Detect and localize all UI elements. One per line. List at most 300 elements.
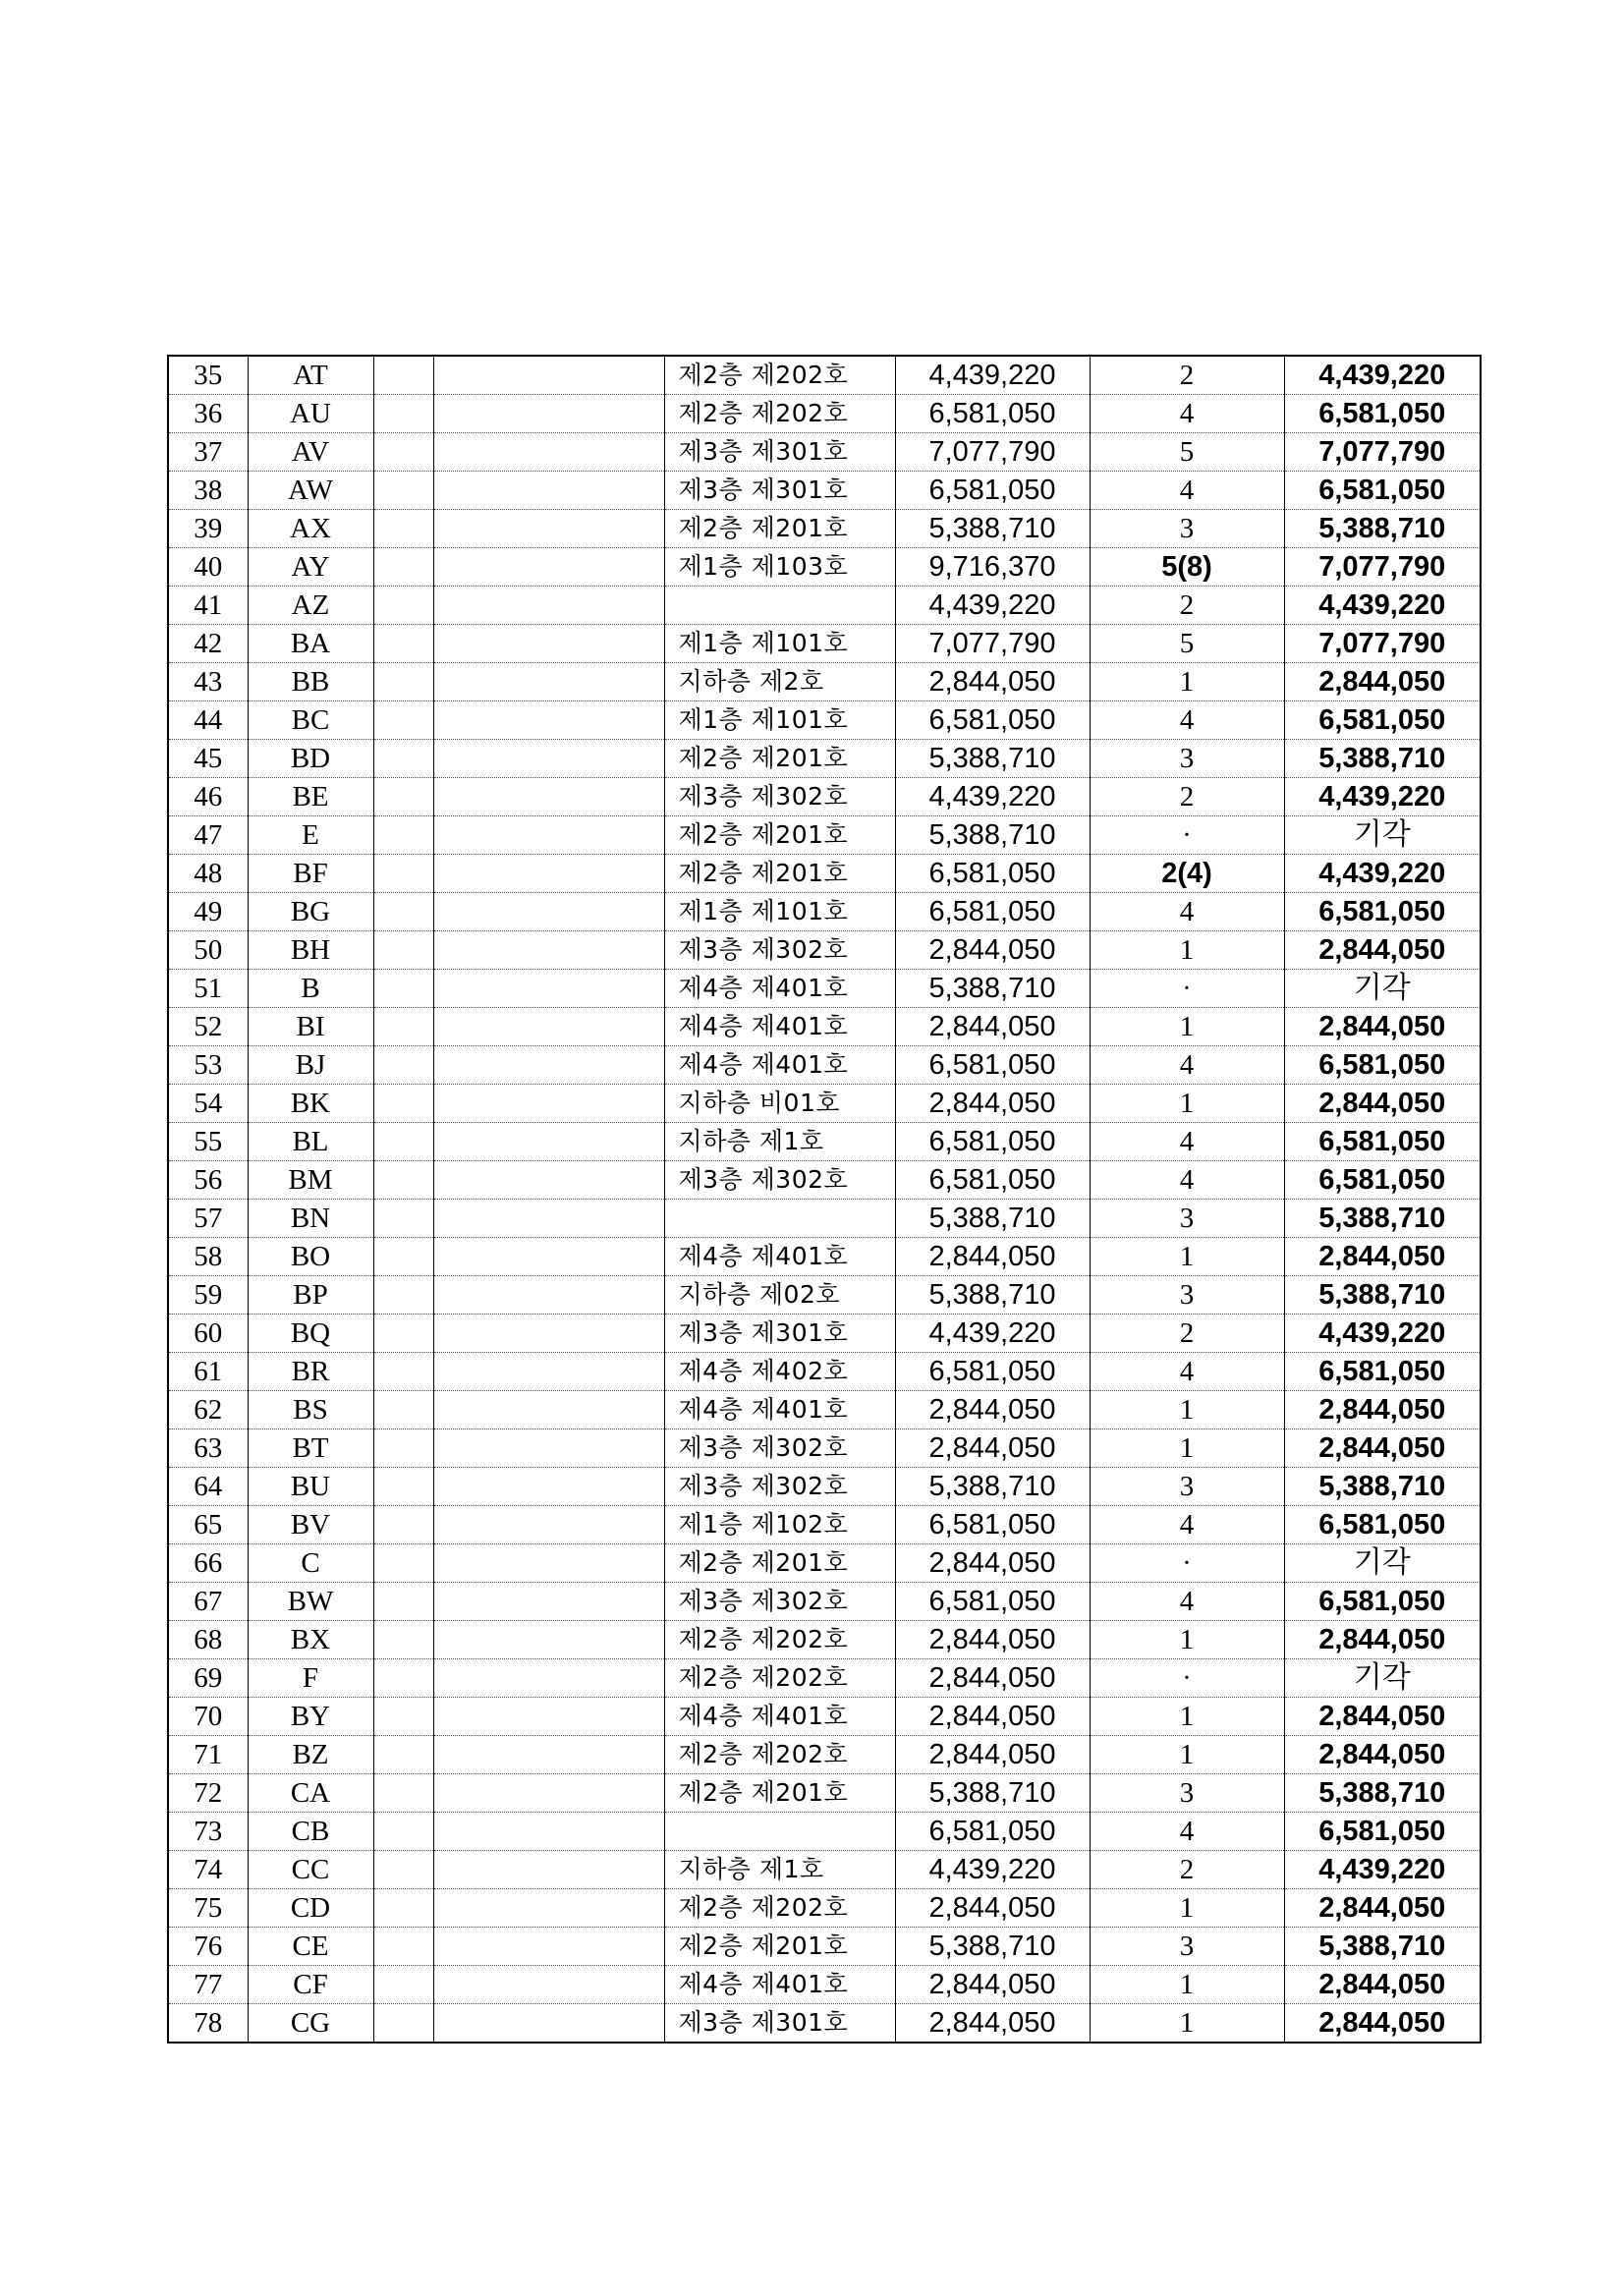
table-row bbox=[168, 1774, 1481, 1813]
party-code-cell: BD bbox=[248, 740, 373, 778]
blank-cell bbox=[433, 472, 664, 510]
party-code-cell: BK bbox=[248, 1085, 373, 1123]
unit-cell: 제3층 제301호 bbox=[664, 2004, 895, 2044]
table-row bbox=[168, 1659, 1481, 1698]
row-number-cell: 56 bbox=[168, 1161, 248, 1200]
awarded-amount-cell: 2,844,050 bbox=[1284, 1429, 1481, 1468]
count-cell: 4 bbox=[1090, 1813, 1284, 1851]
awarded-amount-cell: 6,581,050 bbox=[1284, 1353, 1481, 1391]
awarded-amount-cell: 기각 bbox=[1284, 1544, 1481, 1583]
table-row bbox=[168, 1736, 1481, 1774]
blank-cell bbox=[433, 1736, 664, 1774]
claimed-amount-cell: 5,388,710 bbox=[895, 1928, 1090, 1966]
unit-cell: 제4층 제401호 bbox=[664, 1238, 895, 1276]
party-code-cell: CD bbox=[248, 1889, 373, 1928]
blank-cell bbox=[373, 1238, 433, 1276]
awarded-amount-cell: 2,844,050 bbox=[1284, 1085, 1481, 1123]
count-cell: 5(8) bbox=[1090, 548, 1284, 587]
table-row bbox=[168, 1391, 1481, 1429]
blank-cell bbox=[433, 1966, 664, 2004]
party-code-cell: BW bbox=[248, 1583, 373, 1621]
table-row bbox=[168, 1315, 1481, 1353]
unit-cell: 지하층 제02호 bbox=[664, 1276, 895, 1315]
row-number-cell: 76 bbox=[168, 1928, 248, 1966]
blank-cell bbox=[373, 1008, 433, 1046]
row-number-cell: 55 bbox=[168, 1123, 248, 1161]
claimed-amount-cell: 4,439,220 bbox=[895, 356, 1090, 395]
claimed-amount-cell: 4,439,220 bbox=[895, 1851, 1090, 1889]
row-number-cell: 58 bbox=[168, 1238, 248, 1276]
row-number-cell: 78 bbox=[168, 2004, 248, 2044]
claimed-amount-cell: 2,844,050 bbox=[895, 1008, 1090, 1046]
row-number-cell: 38 bbox=[168, 472, 248, 510]
blank-cell bbox=[373, 1966, 433, 2004]
blank-cell bbox=[373, 395, 433, 433]
blank-cell bbox=[373, 433, 433, 472]
count-cell: 1 bbox=[1090, 1008, 1284, 1046]
party-code-cell: BZ bbox=[248, 1736, 373, 1774]
table-row bbox=[168, 1468, 1481, 1506]
row-number-cell: 69 bbox=[168, 1659, 248, 1698]
table-row bbox=[168, 663, 1481, 701]
awarded-amount-cell: 6,581,050 bbox=[1284, 701, 1481, 740]
awarded-amount-cell: 6,581,050 bbox=[1284, 1583, 1481, 1621]
row-number-cell: 60 bbox=[168, 1315, 248, 1353]
row-number-cell: 63 bbox=[168, 1429, 248, 1468]
blank-cell bbox=[373, 472, 433, 510]
count-cell: 2 bbox=[1090, 356, 1284, 395]
blank-cell bbox=[433, 1353, 664, 1391]
blank-cell bbox=[433, 701, 664, 740]
table-row bbox=[168, 1046, 1481, 1085]
table-row bbox=[168, 1161, 1481, 1200]
party-code-cell: C bbox=[248, 1544, 373, 1583]
awarded-amount-cell: 6,581,050 bbox=[1284, 1123, 1481, 1161]
blank-cell bbox=[373, 1468, 433, 1506]
unit-cell: 제3층 제301호 bbox=[664, 472, 895, 510]
count-cell: 1 bbox=[1090, 1966, 1284, 2004]
blank-cell bbox=[373, 740, 433, 778]
unit-cell: 제3층 제302호 bbox=[664, 931, 895, 970]
row-number-cell: 62 bbox=[168, 1391, 248, 1429]
blank-cell bbox=[433, 1315, 664, 1353]
claimed-amount-cell: 9,716,370 bbox=[895, 548, 1090, 587]
awarded-amount-cell: 6,581,050 bbox=[1284, 472, 1481, 510]
blank-cell bbox=[373, 510, 433, 548]
row-number-cell: 52 bbox=[168, 1008, 248, 1046]
unit-cell: 제2층 제201호 bbox=[664, 510, 895, 548]
party-code-cell: BX bbox=[248, 1621, 373, 1659]
blank-cell bbox=[373, 970, 433, 1008]
count-cell: 1 bbox=[1090, 931, 1284, 970]
blank-cell bbox=[373, 1928, 433, 1966]
party-code-cell: BA bbox=[248, 625, 373, 663]
blank-cell bbox=[373, 1774, 433, 1813]
row-number-cell: 75 bbox=[168, 1889, 248, 1928]
table-row bbox=[168, 893, 1481, 931]
table-row bbox=[168, 1621, 1481, 1659]
row-number-cell: 35 bbox=[168, 356, 248, 395]
blank-cell bbox=[373, 1851, 433, 1889]
claimed-amount-cell: 2,844,050 bbox=[895, 1889, 1090, 1928]
claimed-amount-cell: 2,844,050 bbox=[895, 2004, 1090, 2044]
claimed-amount-cell: 2,844,050 bbox=[895, 931, 1090, 970]
party-code-cell: BC bbox=[248, 701, 373, 740]
blank-cell bbox=[433, 587, 664, 625]
awarded-amount-cell: 4,439,220 bbox=[1284, 356, 1481, 395]
blank-cell bbox=[433, 1391, 664, 1429]
row-number-cell: 43 bbox=[168, 663, 248, 701]
unit-cell: 제2층 제202호 bbox=[664, 356, 895, 395]
claimed-amount-cell: 5,388,710 bbox=[895, 1276, 1090, 1315]
blank-cell bbox=[433, 1544, 664, 1583]
table-row bbox=[168, 1583, 1481, 1621]
claimed-amount-cell: 2,844,050 bbox=[895, 1698, 1090, 1736]
blank-cell bbox=[433, 1583, 664, 1621]
table-row bbox=[168, 433, 1481, 472]
table-row bbox=[168, 356, 1481, 395]
awarded-amount-cell: 6,581,050 bbox=[1284, 1161, 1481, 1200]
count-cell: · bbox=[1090, 1659, 1284, 1698]
table-row bbox=[168, 1238, 1481, 1276]
claimed-amount-cell: 2,844,050 bbox=[895, 1621, 1090, 1659]
count-cell: 3 bbox=[1090, 1468, 1284, 1506]
blank-cell bbox=[433, 1468, 664, 1506]
unit-cell: 제4층 제401호 bbox=[664, 1046, 895, 1085]
claimed-amount-cell: 6,581,050 bbox=[895, 893, 1090, 931]
awarded-amount-cell: 4,439,220 bbox=[1284, 1315, 1481, 1353]
awarded-amount-cell: 2,844,050 bbox=[1284, 1889, 1481, 1928]
unit-cell bbox=[664, 1813, 895, 1851]
claimed-amount-cell: 2,844,050 bbox=[895, 1736, 1090, 1774]
blank-cell bbox=[373, 701, 433, 740]
unit-cell: 제2층 제202호 bbox=[664, 1889, 895, 1928]
row-number-cell: 50 bbox=[168, 931, 248, 970]
party-code-cell: CF bbox=[248, 1966, 373, 2004]
claimed-amount-cell: 6,581,050 bbox=[895, 1353, 1090, 1391]
party-code-cell: BO bbox=[248, 1238, 373, 1276]
unit-cell: 지하층 제1호 bbox=[664, 1851, 895, 1889]
claimed-amount-cell: 5,388,710 bbox=[895, 510, 1090, 548]
unit-cell: 제1층 제103호 bbox=[664, 548, 895, 587]
unit-cell: 제2층 제201호 bbox=[664, 1544, 895, 1583]
party-code-cell: AX bbox=[248, 510, 373, 548]
table-row bbox=[168, 1506, 1481, 1544]
blank-cell bbox=[433, 625, 664, 663]
blank-cell bbox=[373, 1085, 433, 1123]
party-code-cell: BY bbox=[248, 1698, 373, 1736]
party-code-cell: BI bbox=[248, 1008, 373, 1046]
table-row bbox=[168, 2004, 1481, 2044]
party-code-cell: AT bbox=[248, 356, 373, 395]
count-cell: · bbox=[1090, 816, 1284, 855]
claimed-amount-cell: 6,581,050 bbox=[895, 1583, 1090, 1621]
claimed-amount-cell: 4,439,220 bbox=[895, 1315, 1090, 1353]
unit-cell: 제3층 제302호 bbox=[664, 1583, 895, 1621]
unit-cell: 지하층 제1호 bbox=[664, 1123, 895, 1161]
count-cell: 4 bbox=[1090, 1583, 1284, 1621]
blank-cell bbox=[373, 1391, 433, 1429]
awarded-amount-cell: 4,439,220 bbox=[1284, 855, 1481, 893]
blank-cell bbox=[373, 893, 433, 931]
row-number-cell: 59 bbox=[168, 1276, 248, 1315]
blank-cell bbox=[373, 356, 433, 395]
party-code-cell: BM bbox=[248, 1161, 373, 1200]
awarded-amount-cell: 7,077,790 bbox=[1284, 625, 1481, 663]
awarded-amount-cell: 2,844,050 bbox=[1284, 2004, 1481, 2044]
table-row bbox=[168, 1698, 1481, 1736]
blank-cell bbox=[433, 433, 664, 472]
claimed-amount-cell: 6,581,050 bbox=[895, 701, 1090, 740]
blank-cell bbox=[373, 1353, 433, 1391]
count-cell: 2 bbox=[1090, 778, 1284, 816]
claimed-amount-cell: 2,844,050 bbox=[895, 1391, 1090, 1429]
table-row bbox=[168, 816, 1481, 855]
awarded-amount-cell: 4,439,220 bbox=[1284, 1851, 1481, 1889]
awarded-amount-cell: 2,844,050 bbox=[1284, 931, 1481, 970]
blank-cell bbox=[433, 1813, 664, 1851]
count-cell: 1 bbox=[1090, 1698, 1284, 1736]
table-row bbox=[168, 1928, 1481, 1966]
blank-cell bbox=[373, 1621, 433, 1659]
blank-cell bbox=[373, 2004, 433, 2044]
blank-cell bbox=[433, 663, 664, 701]
unit-cell: 제2층 제201호 bbox=[664, 740, 895, 778]
claimed-amount-cell: 5,388,710 bbox=[895, 1200, 1090, 1238]
unit-cell: 제1층 제101호 bbox=[664, 701, 895, 740]
claimed-amount-cell: 5,388,710 bbox=[895, 1468, 1090, 1506]
awarded-amount-cell: 5,388,710 bbox=[1284, 510, 1481, 548]
claimed-amount-cell: 6,581,050 bbox=[895, 855, 1090, 893]
blank-cell bbox=[433, 893, 664, 931]
blank-cell bbox=[433, 1123, 664, 1161]
unit-cell: 제2층 제202호 bbox=[664, 1621, 895, 1659]
count-cell: 1 bbox=[1090, 1085, 1284, 1123]
claimed-amount-cell: 5,388,710 bbox=[895, 816, 1090, 855]
unit-cell: 제2층 제202호 bbox=[664, 395, 895, 433]
count-cell: 4 bbox=[1090, 1506, 1284, 1544]
row-number-cell: 45 bbox=[168, 740, 248, 778]
claimed-amount-cell: 6,581,050 bbox=[895, 1506, 1090, 1544]
blank-cell bbox=[433, 1008, 664, 1046]
blank-cell bbox=[433, 1200, 664, 1238]
count-cell: 3 bbox=[1090, 1774, 1284, 1813]
blank-cell bbox=[433, 740, 664, 778]
table-row bbox=[168, 778, 1481, 816]
unit-cell: 제1층 제102호 bbox=[664, 1506, 895, 1544]
count-cell: 5 bbox=[1090, 433, 1284, 472]
party-code-cell: AW bbox=[248, 472, 373, 510]
row-number-cell: 77 bbox=[168, 1966, 248, 2004]
awarded-amount-cell: 2,844,050 bbox=[1284, 1966, 1481, 2004]
awarded-amount-cell: 5,388,710 bbox=[1284, 740, 1481, 778]
row-number-cell: 68 bbox=[168, 1621, 248, 1659]
blank-cell bbox=[433, 1774, 664, 1813]
claimed-amount-cell: 5,388,710 bbox=[895, 740, 1090, 778]
unit-cell: 제2층 제201호 bbox=[664, 1774, 895, 1813]
row-number-cell: 41 bbox=[168, 587, 248, 625]
table-row bbox=[168, 970, 1481, 1008]
claimed-amount-cell: 2,844,050 bbox=[895, 1659, 1090, 1698]
blank-cell bbox=[373, 1276, 433, 1315]
count-cell: 4 bbox=[1090, 1353, 1284, 1391]
unit-cell: 제2층 제202호 bbox=[664, 1659, 895, 1698]
unit-cell bbox=[664, 587, 895, 625]
unit-cell: 제2층 제202호 bbox=[664, 1736, 895, 1774]
count-cell: 1 bbox=[1090, 1238, 1284, 1276]
row-number-cell: 48 bbox=[168, 855, 248, 893]
table-body bbox=[168, 356, 1481, 2043]
table-row bbox=[168, 740, 1481, 778]
row-number-cell: 47 bbox=[168, 816, 248, 855]
claimed-amount-cell: 6,581,050 bbox=[895, 1813, 1090, 1851]
party-code-cell: CE bbox=[248, 1928, 373, 1966]
blank-cell bbox=[373, 1506, 433, 1544]
claimed-amount-cell: 6,581,050 bbox=[895, 1046, 1090, 1085]
table-row bbox=[168, 1008, 1481, 1046]
claimed-amount-cell: 2,844,050 bbox=[895, 1085, 1090, 1123]
unit-cell: 제1층 제101호 bbox=[664, 893, 895, 931]
party-code-cell: BN bbox=[248, 1200, 373, 1238]
claimed-amount-cell: 4,439,220 bbox=[895, 587, 1090, 625]
table-row bbox=[168, 510, 1481, 548]
awarded-amount-cell: 6,581,050 bbox=[1284, 1506, 1481, 1544]
unit-cell: 제1층 제101호 bbox=[664, 625, 895, 663]
table-row bbox=[168, 1123, 1481, 1161]
awarded-amount-cell: 6,581,050 bbox=[1284, 1813, 1481, 1851]
blank-cell bbox=[373, 1736, 433, 1774]
count-cell: 1 bbox=[1090, 1429, 1284, 1468]
blank-cell bbox=[433, 1238, 664, 1276]
row-number-cell: 40 bbox=[168, 548, 248, 587]
count-cell: 3 bbox=[1090, 1200, 1284, 1238]
count-cell: 4 bbox=[1090, 472, 1284, 510]
blank-cell bbox=[373, 1889, 433, 1928]
unit-cell: 제4층 제401호 bbox=[664, 1698, 895, 1736]
party-code-cell: CA bbox=[248, 1774, 373, 1813]
count-cell: 4 bbox=[1090, 893, 1284, 931]
table-row bbox=[168, 548, 1481, 587]
claimed-amount-cell: 2,844,050 bbox=[895, 1544, 1090, 1583]
claimed-amount-cell: 6,581,050 bbox=[895, 1123, 1090, 1161]
awarded-amount-cell: 2,844,050 bbox=[1284, 1698, 1481, 1736]
blank-cell bbox=[373, 1429, 433, 1468]
unit-cell: 제2층 제201호 bbox=[664, 1928, 895, 1966]
row-number-cell: 49 bbox=[168, 893, 248, 931]
table-row bbox=[168, 472, 1481, 510]
blank-cell bbox=[433, 1889, 664, 1928]
blank-cell bbox=[433, 1085, 664, 1123]
count-cell: 2 bbox=[1090, 587, 1284, 625]
blank-cell bbox=[433, 1659, 664, 1698]
blank-cell bbox=[433, 1928, 664, 1966]
party-code-cell: BJ bbox=[248, 1046, 373, 1085]
row-number-cell: 57 bbox=[168, 1200, 248, 1238]
awarded-amount-cell: 2,844,050 bbox=[1284, 1621, 1481, 1659]
party-code-cell: B bbox=[248, 970, 373, 1008]
party-code-cell: E bbox=[248, 816, 373, 855]
party-code-cell: AV bbox=[248, 433, 373, 472]
claimed-amount-cell: 2,844,050 bbox=[895, 1429, 1090, 1468]
row-number-cell: 72 bbox=[168, 1774, 248, 1813]
claimed-amount-cell: 6,581,050 bbox=[895, 395, 1090, 433]
blank-cell bbox=[433, 931, 664, 970]
party-code-cell: CG bbox=[248, 2004, 373, 2044]
awarded-amount-cell: 5,388,710 bbox=[1284, 1468, 1481, 1506]
unit-cell: 제4층 제401호 bbox=[664, 1391, 895, 1429]
blank-cell bbox=[433, 855, 664, 893]
party-code-cell: F bbox=[248, 1659, 373, 1698]
unit-cell: 제4층 제402호 bbox=[664, 1353, 895, 1391]
blank-cell bbox=[433, 816, 664, 855]
unit-cell: 제2층 제201호 bbox=[664, 855, 895, 893]
awarded-amount-cell: 기각 bbox=[1284, 970, 1481, 1008]
row-number-cell: 66 bbox=[168, 1544, 248, 1583]
count-cell: 3 bbox=[1090, 510, 1284, 548]
blank-cell bbox=[433, 1046, 664, 1085]
row-number-cell: 71 bbox=[168, 1736, 248, 1774]
data-table bbox=[167, 355, 1482, 2044]
blank-cell bbox=[433, 356, 664, 395]
claimed-amount-cell: 2,844,050 bbox=[895, 663, 1090, 701]
party-code-cell: CB bbox=[248, 1813, 373, 1851]
table-row bbox=[168, 1966, 1481, 2004]
unit-cell: 제3층 제301호 bbox=[664, 433, 895, 472]
blank-cell bbox=[433, 970, 664, 1008]
blank-cell bbox=[433, 1851, 664, 1889]
table-row bbox=[168, 587, 1481, 625]
row-number-cell: 64 bbox=[168, 1468, 248, 1506]
awarded-amount-cell: 6,581,050 bbox=[1284, 893, 1481, 931]
claimed-amount-cell: 5,388,710 bbox=[895, 1774, 1090, 1813]
awarded-amount-cell: 4,439,220 bbox=[1284, 587, 1481, 625]
party-code-cell: BS bbox=[248, 1391, 373, 1429]
awarded-amount-cell: 2,844,050 bbox=[1284, 1391, 1481, 1429]
row-number-cell: 67 bbox=[168, 1583, 248, 1621]
party-code-cell: BU bbox=[248, 1468, 373, 1506]
party-code-cell: BP bbox=[248, 1276, 373, 1315]
party-code-cell: AU bbox=[248, 395, 373, 433]
party-code-cell: BT bbox=[248, 1429, 373, 1468]
party-code-cell: BG bbox=[248, 893, 373, 931]
unit-cell: 제3층 제302호 bbox=[664, 1468, 895, 1506]
blank-cell bbox=[433, 778, 664, 816]
blank-cell bbox=[373, 816, 433, 855]
awarded-amount-cell: 7,077,790 bbox=[1284, 548, 1481, 587]
awarded-amount-cell: 2,844,050 bbox=[1284, 663, 1481, 701]
table-row bbox=[168, 1429, 1481, 1468]
table-row bbox=[168, 1889, 1481, 1928]
count-cell: 5 bbox=[1090, 625, 1284, 663]
awarded-amount-cell: 4,439,220 bbox=[1284, 778, 1481, 816]
table-row bbox=[168, 931, 1481, 970]
awarded-amount-cell: 7,077,790 bbox=[1284, 433, 1481, 472]
blank-cell bbox=[433, 2004, 664, 2044]
table-row bbox=[168, 1851, 1481, 1889]
unit-cell: 제3층 제302호 bbox=[664, 1429, 895, 1468]
row-number-cell: 70 bbox=[168, 1698, 248, 1736]
row-number-cell: 36 bbox=[168, 395, 248, 433]
party-code-cell: BH bbox=[248, 931, 373, 970]
row-number-cell: 46 bbox=[168, 778, 248, 816]
unit-cell: 제2층 제201호 bbox=[664, 816, 895, 855]
claimed-amount-cell: 2,844,050 bbox=[895, 1238, 1090, 1276]
count-cell: 3 bbox=[1090, 1276, 1284, 1315]
count-cell: · bbox=[1090, 1544, 1284, 1583]
blank-cell bbox=[433, 1429, 664, 1468]
row-number-cell: 61 bbox=[168, 1353, 248, 1391]
blank-cell bbox=[433, 1276, 664, 1315]
